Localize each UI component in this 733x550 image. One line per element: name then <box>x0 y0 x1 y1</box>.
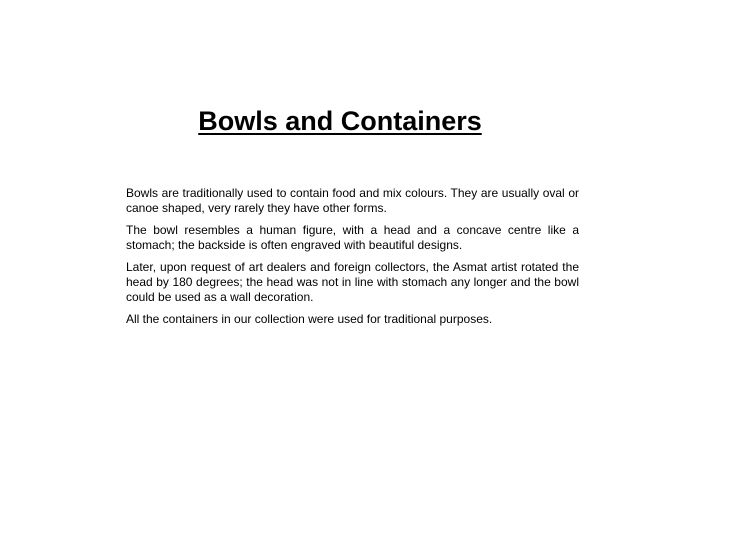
paragraph-collection: All the containers in our collection were used for traditional purposes. <box>126 312 493 326</box>
page-title: Bowls and Containers <box>198 106 482 136</box>
paragraph-bowls-usage: Bowls are traditionally used to contain food and mix colours. They are usually oval or canoe shaped, very rarely they have other forms. <box>126 186 579 215</box>
paragraph-rotated-head: Later, upon request of art dealers and foreign collectors, the Asmat artist rotated the head by 180 degrees; the head was not in line with stomach any longer and the bowl could be used as a wall decoration. <box>126 260 579 304</box>
paragraph-bowl-shape: The bowl resembles a human figure, with a head and a concave centre like a stomach; the backside is often engraved with beautiful designs. <box>126 223 579 252</box>
body-text <box>126 186 579 334</box>
